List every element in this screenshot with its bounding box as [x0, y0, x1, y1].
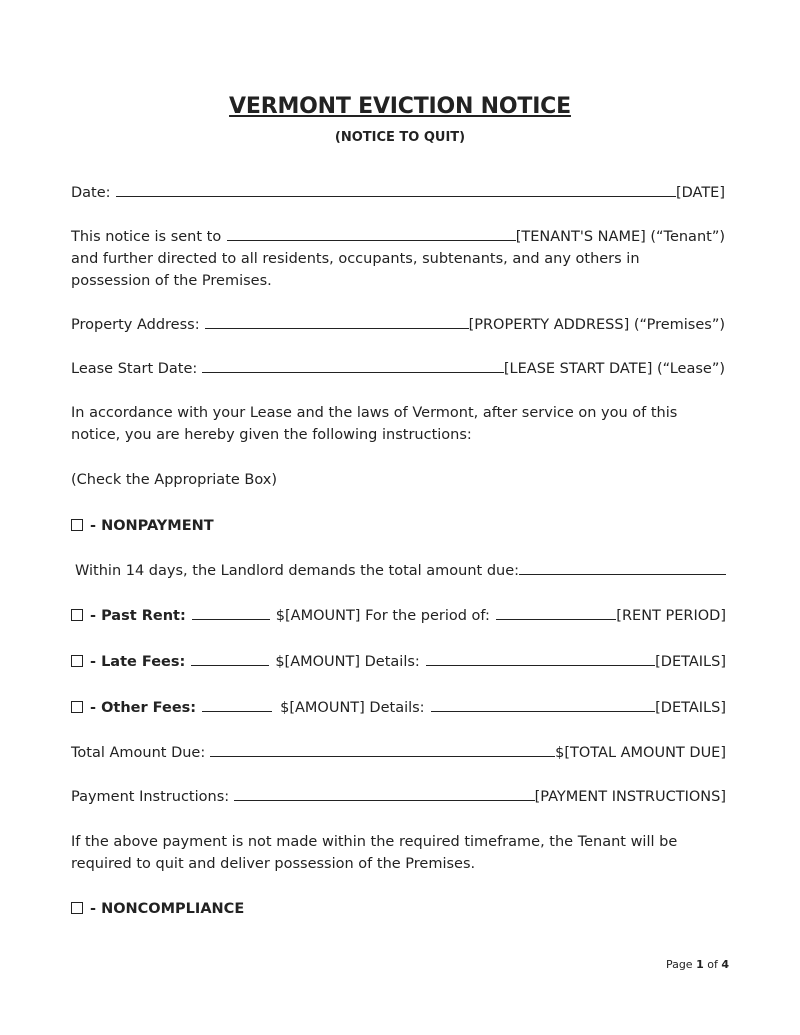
tenant-blank[interactable]	[227, 226, 516, 241]
consequence-paragraph: If the above payment is not made within the required timeframe, the Tenant will be required to quit and deliver possession of the Premises.	[71, 834, 678, 872]
lease-label: Lease Start Date:	[71, 361, 198, 377]
payment-label: Payment Instructions:	[71, 789, 230, 805]
demand-line	[75, 560, 726, 582]
late-fees-amount-blank[interactable]	[191, 651, 269, 666]
property-line	[71, 314, 725, 336]
tenant-placeholder: [TENANT'S NAME] (“Tenant”)	[515, 229, 725, 245]
noncompliance-heading-text: - NONCOMPLIANCE	[90, 901, 245, 917]
other-fees-checkbox[interactable]	[71, 701, 83, 713]
property-blank[interactable]	[205, 314, 469, 329]
lease-blank[interactable]	[202, 358, 504, 373]
tenant-prefix: This notice is sent to	[71, 229, 222, 245]
rent-period-blank[interactable]	[496, 605, 616, 620]
past-rent-line	[71, 605, 726, 627]
date-label: Date:	[71, 185, 111, 201]
payment-line	[71, 786, 726, 808]
total-placeholder: $[TOTAL AMOUNT DUE]	[555, 745, 726, 761]
check-box-note: (Check the Appropriate Box)	[71, 472, 278, 488]
page-word: Page	[665, 958, 693, 971]
property-label: Property Address:	[71, 317, 200, 333]
past-rent-amount: $[AMOUNT] For the period of:	[275, 608, 490, 624]
nonpayment-heading	[71, 515, 725, 537]
payment-placeholder: [PAYMENT INSTRUCTIONS]	[534, 789, 726, 805]
late-fees-details-blank[interactable]	[426, 651, 655, 666]
lease-placeholder: [LEASE START DATE] (“Lease”)	[503, 361, 725, 377]
document-title: VERMONT EVICTION NOTICE	[229, 94, 571, 119]
past-rent-amount-blank[interactable]	[192, 605, 270, 620]
other-fees-details-blank[interactable]	[431, 697, 656, 712]
other-fees-amount-blank[interactable]	[202, 697, 272, 712]
other-fees-line	[71, 697, 726, 719]
late-fees-line	[71, 651, 726, 673]
noncompliance-heading	[71, 898, 725, 920]
late-fees-amount: $[AMOUNT] Details:	[275, 654, 420, 670]
date-blank[interactable]	[116, 182, 676, 197]
past-rent-period: [RENT PERIOD]	[616, 608, 726, 624]
late-fees-label: - Late Fees:	[90, 654, 186, 670]
page-of: of	[707, 958, 718, 971]
page-current: 1	[696, 958, 704, 971]
nonpayment-heading-text: - NONPAYMENT	[90, 518, 214, 534]
date-line	[71, 182, 725, 204]
past-rent-checkbox[interactable]	[71, 609, 83, 621]
past-rent-label: - Past Rent:	[90, 608, 186, 624]
other-fees-amount: $[AMOUNT] Details:	[280, 700, 425, 716]
page-total: 4	[721, 958, 729, 971]
total-amount-blank[interactable]	[210, 742, 555, 757]
nonpayment-checkbox[interactable]	[71, 519, 83, 531]
document-subtitle: (NOTICE TO QUIT)	[334, 130, 466, 145]
late-fees-details: [DETAILS]	[655, 654, 726, 670]
instructions-paragraph: In accordance with your Lease and the laws of Vermont, after service on you of this notice, you are hereby given the following instructions:	[71, 405, 678, 443]
page-number	[666, 958, 729, 971]
demand-text: Within 14 days, the Landlord demands the total amount due:	[75, 563, 520, 579]
other-fees-details: [DETAILS]	[655, 700, 726, 716]
tenant-continuation: and further directed to all residents, occupants, subtenants, and any others in possession of the Premises.	[71, 251, 640, 289]
total-label: Total Amount Due:	[71, 745, 206, 761]
tenant-line	[71, 226, 725, 248]
total-due-line	[71, 742, 726, 764]
noncompliance-checkbox[interactable]	[71, 902, 83, 914]
other-fees-label: - Other Fees:	[90, 700, 197, 716]
payment-blank[interactable]	[234, 786, 534, 801]
late-fees-checkbox[interactable]	[71, 655, 83, 667]
total-due-blank[interactable]	[519, 560, 726, 575]
property-placeholder: [PROPERTY ADDRESS] (“Premises”)	[468, 317, 725, 333]
lease-line	[71, 358, 725, 380]
date-placeholder: [DATE]	[675, 185, 725, 201]
